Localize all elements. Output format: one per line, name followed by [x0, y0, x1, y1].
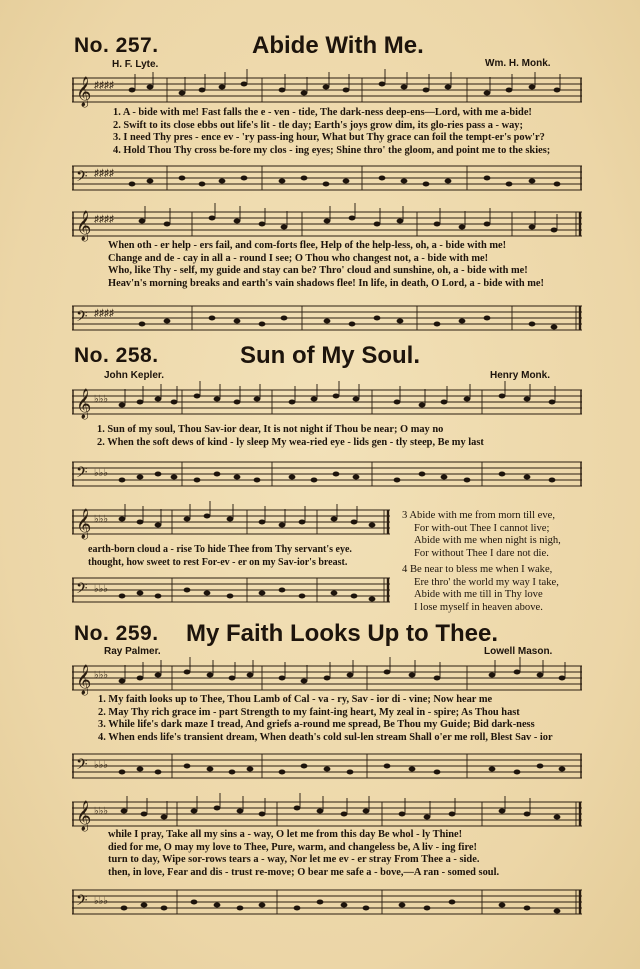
verse-line: Change and de - cay in all a - round I see; O Thou who changest not, a - bide with me! [108, 252, 489, 264]
verse-line: 4. When ends life's transient dream, When death's cold sul-len stream Shall o'er me roll, Blest Sav - ior [98, 731, 553, 743]
verse-line: turn to day, Wipe sor-rows tears a - way, Nor let me ev - er stray From Thee a - side. [108, 854, 480, 865]
hymn-259-title: My Faith Looks Up to Thee. [186, 620, 499, 647]
verse-line: 3. I need Thy pres - ence ev - 'ry pass-ing hour, What but Thy grace can foil the tempt-er's pow'r? [113, 132, 545, 143]
svg-text:𝄞: 𝄞 [76, 509, 92, 538]
verse-text: Abide with me from morn till eve, [409, 510, 556, 521]
verse-line: I lose myself in heaven above. [414, 601, 543, 613]
svg-text:♯♯♯♯: ♯♯♯♯ [94, 168, 114, 179]
verse-number: 4 [402, 564, 408, 575]
verse-line: Heav'n's morning breaks and earth's vain shadows flee! In life, in death, O Lord, a - bide with me! [108, 277, 544, 289]
svg-text:𝄢: 𝄢 [76, 892, 88, 912]
hymn-258-title: Sun of My Soul. [240, 342, 420, 369]
verse-line: 2. May Thy rich grace im - part Strength to my faint-ing heart, My zeal in - spire; As Thou hast [98, 706, 520, 718]
hymn-257-lyrics-1 [113, 107, 550, 157]
verse-line: 2. When the soft dews of kind - ly sleep My wea-ried eye - lids gen - tly steep, Be my last [97, 436, 484, 448]
verse-text: Be near to bless me when I wake, [409, 564, 553, 575]
hymn-259-system2-bass [72, 884, 582, 924]
hymn-257-system2-bass [72, 300, 582, 340]
verse-line: When oth - er help - ers fail, and com-forts flee, Help of the help-less, oh, a - bide with me! [108, 240, 507, 251]
svg-text:♭♭♭: ♭♭♭ [94, 514, 109, 525]
svg-text:𝄞: 𝄞 [76, 389, 92, 418]
verse-line: For without Thee I dare not die. [414, 547, 549, 559]
hymn-258-verse-3 [402, 510, 561, 560]
hymn-258-system2-bass [72, 572, 390, 612]
hymn-259-number: No. 259. [74, 622, 159, 645]
verse-line: Ere thro' the world my way I take, [414, 576, 559, 588]
hymn-257-author: H. F. Lyte. [112, 59, 159, 70]
hymn-259-lyrics-2 [108, 829, 499, 879]
verse-line: Abide with me when night is nigh, [414, 535, 561, 546]
hymn-258-lyrics-2 [88, 544, 352, 569]
hymn-258-number: No. 258. [74, 344, 159, 367]
hymn-257-title: Abide With Me. [252, 32, 424, 59]
hymn-257-composer: Wm. H. Monk. [485, 58, 551, 69]
svg-text:♭♭♭: ♭♭♭ [94, 584, 109, 595]
hymn-257-number: No. 257. [74, 34, 159, 57]
svg-text:𝄞: 𝄞 [76, 211, 92, 240]
svg-text:♭♭♭: ♭♭♭ [94, 896, 109, 907]
verse-line: thought, how sweet to rest For-ev - er on my Sav-ior's breast. [88, 556, 348, 568]
verse-line: 1. A - bide with me! Fast falls the e - ven - tide, The dark-ness deep-ens—Lord, with me a-bide! [113, 107, 532, 118]
hymn-259-author: Ray Palmer. [104, 646, 161, 657]
hymn-259-lyrics-1 [98, 694, 553, 744]
svg-text:𝄞: 𝄞 [76, 801, 92, 830]
hymn-258-composer: Henry Monk. [490, 370, 551, 381]
svg-text:♯♯♯♯: ♯♯♯♯ [94, 80, 114, 91]
svg-text:♭♭♭: ♭♭♭ [94, 468, 109, 479]
verse-line: Who, like Thy - self, my guide and stay can be? Thro' cloud and sunshine, oh, a - bide with me! [108, 265, 528, 276]
hymn-259-composer: Lowell Mason. [484, 646, 553, 657]
verse-line [402, 510, 561, 523]
svg-text:♭♭♭: ♭♭♭ [94, 394, 109, 405]
hymn-257-lyrics-2 [108, 240, 544, 290]
verse-line: earth-born cloud a - rise To hide Thee from Thy servant's eye. [88, 544, 352, 555]
verse-number: 3 [402, 510, 408, 521]
svg-text:𝄞: 𝄞 [76, 77, 92, 106]
verse-line: Abide with me till in Thy love [414, 589, 543, 600]
hymn-258-system2-treble [72, 504, 390, 544]
verse-line: while I pray, Take all my sins a - way, O let me from this day Be whol - ly Thine! [108, 829, 463, 840]
hymn-259-system1-bass [72, 748, 582, 788]
svg-text:♭♭♭: ♭♭♭ [94, 760, 109, 771]
verse-line: 4. Hold Thou Thy cross be-fore my clos - ing eyes; Shine thro' the gloom, and point me to the skies; [113, 144, 551, 156]
verse-line: For with-out Thee I cannot live; [414, 522, 550, 534]
svg-text:𝄢: 𝄢 [76, 580, 88, 600]
svg-text:𝄞: 𝄞 [76, 665, 92, 694]
hymn-258-system1-bass [72, 456, 582, 496]
hymn-257-system1-bass [72, 160, 582, 200]
verse-line: 2. Swift to its close ebbs out life's lit - tle day; Earth's joys grow dim, its glo-ries pass a - way; [113, 119, 523, 131]
svg-text:𝄢: 𝄢 [76, 308, 88, 328]
verse-line [402, 564, 559, 577]
svg-text:𝄢: 𝄢 [76, 756, 88, 776]
verse-line: died for me, O may my love to Thee, Pure, warm, and changeless be, A liv - ing fire! [108, 841, 477, 853]
hymn-258-system1-treble [72, 384, 582, 424]
hymn-258-verse-4 [402, 564, 559, 614]
verse-line: 3. While life's dark maze I tread, And griefs a-round me spread, Be Thou my Guide; Bid dark-ness [98, 719, 535, 730]
verse-line: 1. My faith looks up to Thee, Thou Lamb of Cal - va - ry, Sav - ior di - vine; Now hear me [98, 694, 493, 705]
verse-line: then, in love, Fear and dis - trust re-move; O bear me safe a - bove,—A ran - somed soul. [108, 866, 500, 878]
svg-text:♭♭♭: ♭♭♭ [94, 806, 109, 817]
svg-text:♯♯♯♯: ♯♯♯♯ [94, 308, 114, 319]
svg-text:𝄢: 𝄢 [76, 464, 88, 484]
hymn-258-lyrics-1 [97, 424, 484, 449]
hymn-258-author: John Kepler. [104, 370, 165, 381]
verse-line: 1. Sun of my soul, Thou Sav-ior dear, It is not night if Thou be near; O may no [97, 424, 444, 435]
svg-text:♯♯♯♯: ♯♯♯♯ [94, 214, 114, 225]
svg-text:♭♭♭: ♭♭♭ [94, 670, 109, 681]
svg-text:𝄢: 𝄢 [76, 168, 88, 188]
